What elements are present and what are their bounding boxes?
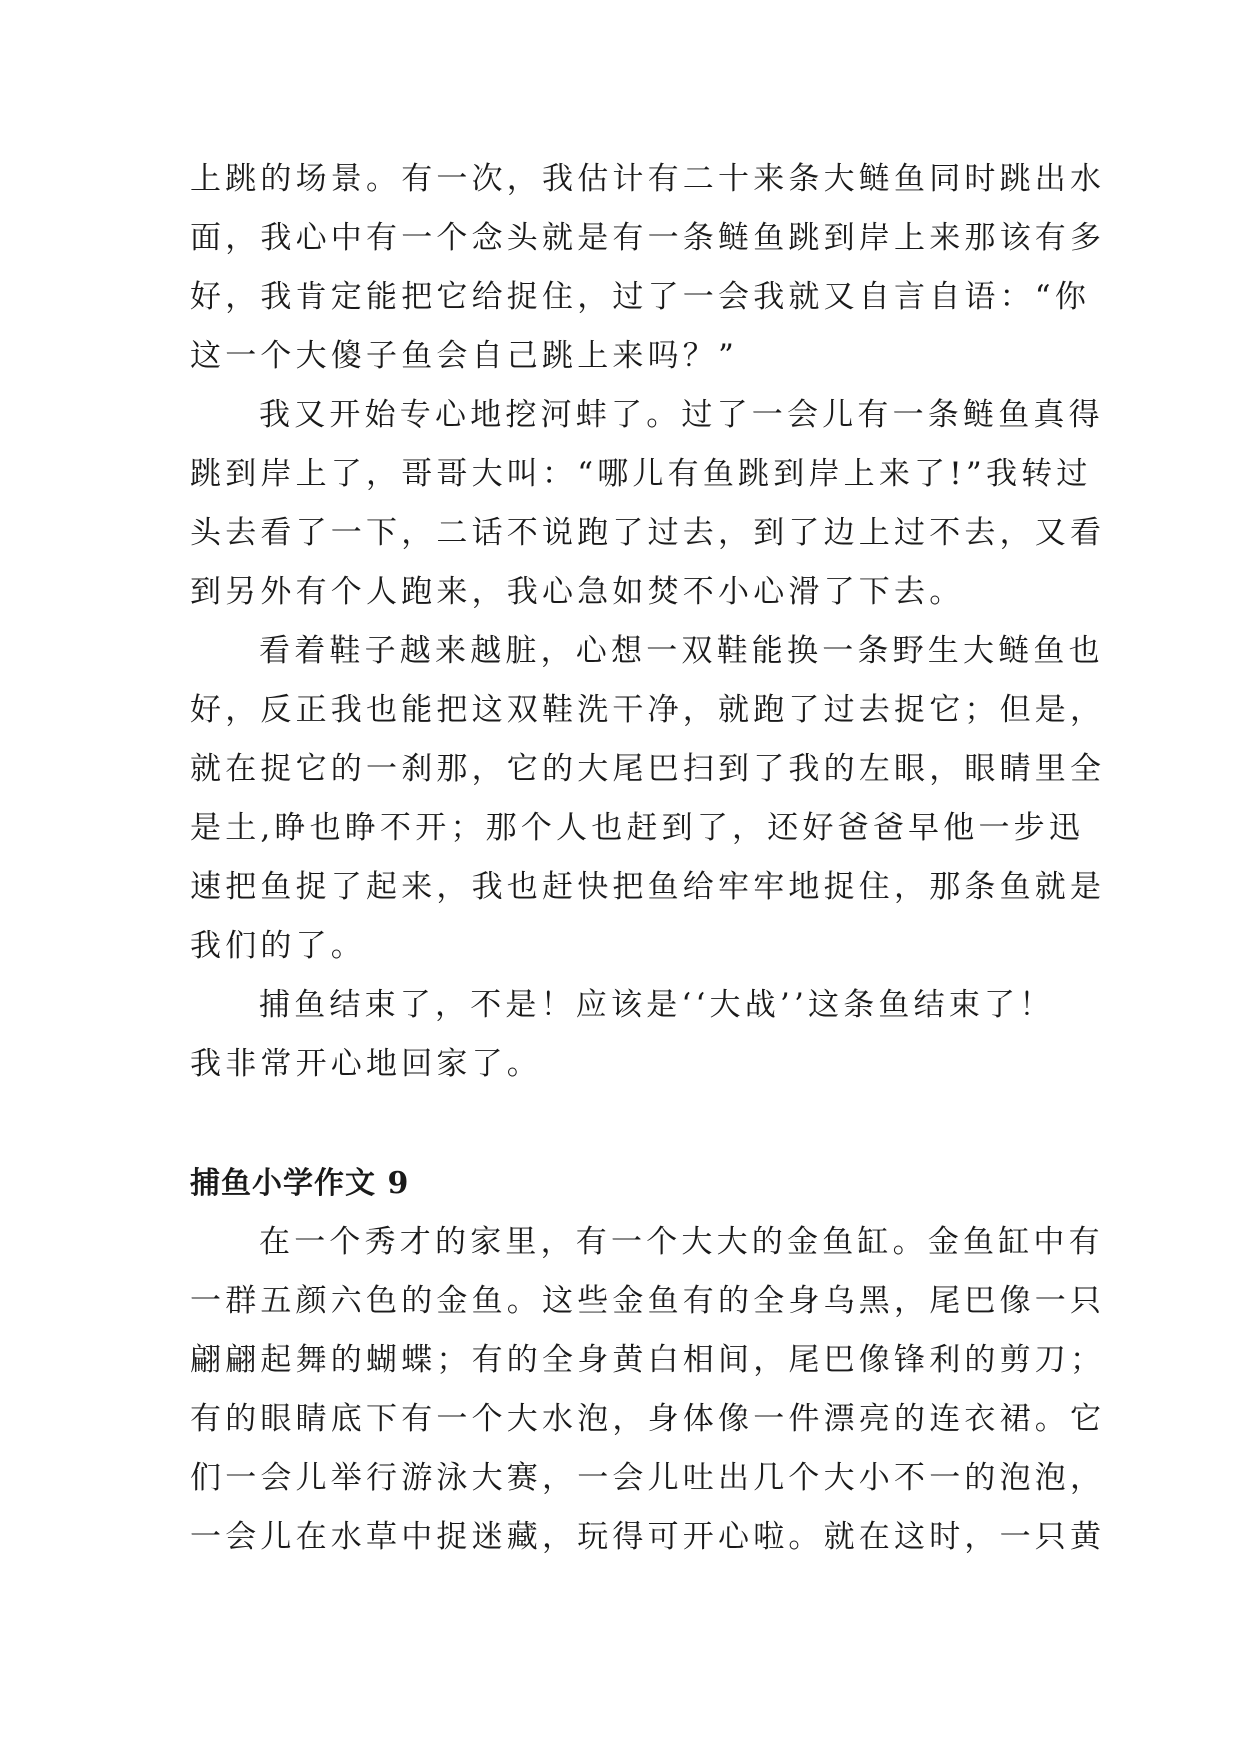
essay-8-continuation	[190, 150, 1106, 1094]
essay-9	[190, 1155, 1106, 1567]
text-line: 一会儿在水草中捉迷藏，玩得可开心啦。就在这时，一只黄	[190, 1519, 1106, 1555]
text-line: 速把鱼捉了起来，我也赶快把鱼给牢牢地捉住，那条鱼就是	[190, 869, 1106, 905]
paragraph	[190, 386, 1106, 622]
section-title: 捕鱼小学作文 9	[190, 1166, 410, 1201]
text-line: 捕鱼结束了，不是！应该是‘‘大战’’这条鱼结束了！	[259, 987, 1055, 1023]
paragraph	[190, 1213, 1106, 1567]
text-line: 我们的了。	[190, 928, 366, 964]
text-line: 好，我肯定能把它给捉住，过了一会我就又自言自语：“你	[190, 279, 1091, 315]
text-line: 到另外有个人跑来，我心急如焚不小心滑了下去。	[190, 574, 965, 610]
text-line: 翩翩起舞的蝴蝶；有的全身黄白相间，尾巴像锋利的剪刀；	[190, 1342, 1106, 1378]
text-line: 我非常开心地回家了。	[190, 1046, 542, 1082]
document-body	[190, 150, 1106, 1567]
text-line: 面，我心中有一个念头就是有一条鲢鱼跳到岸上来那该有多	[190, 220, 1106, 256]
text-line: 这一个大傻子鱼会自己跳上来吗？”	[190, 338, 739, 374]
paragraph	[190, 622, 1106, 976]
text-line: 上跳的场景。有一次，我估计有二十来条大鲢鱼同时跳出水	[190, 161, 1106, 197]
paragraph	[190, 150, 1106, 386]
text-line: 好，反正我也能把这双鞋洗干净，就跑了过去捉它；但是，	[190, 692, 1106, 728]
text-line: 一群五颜六色的金鱼。这些金鱼有的全身乌黑，尾巴像一只	[190, 1283, 1106, 1319]
text-line: 就在捉它的一刹那，它的大尾巴扫到了我的左眼，眼睛里全	[190, 751, 1106, 787]
text-line: 我又开始专心地挖河蚌了。过了一会儿有一条鲢鱼真得	[259, 397, 1104, 433]
text-line: 是土,睁也睁不开；那个人也赶到了，还好爸爸早他一步迅	[190, 810, 1085, 846]
text-line: 在一个秀才的家里，有一个大大的金鱼缸。金鱼缸中有	[259, 1224, 1104, 1260]
text-line: 头去看了一下，二话不说跑了过去，到了边上过不去，又看	[190, 515, 1106, 551]
text-line: 跳到岸上了，哥哥大叫：“哪儿有鱼跳到岸上来了!”我转过	[190, 456, 1092, 492]
text-line: 有的眼睛底下有一个大水泡，身体像一件漂亮的连衣裙。它	[190, 1401, 1106, 1437]
text-line: 们一会儿举行游泳大赛，一会儿吐出几个大小不一的泡泡，	[190, 1460, 1106, 1496]
text-line: 看着鞋子越来越脏，心想一双鞋能换一条野生大鲢鱼也	[259, 633, 1104, 669]
paragraph	[190, 976, 1070, 1094]
